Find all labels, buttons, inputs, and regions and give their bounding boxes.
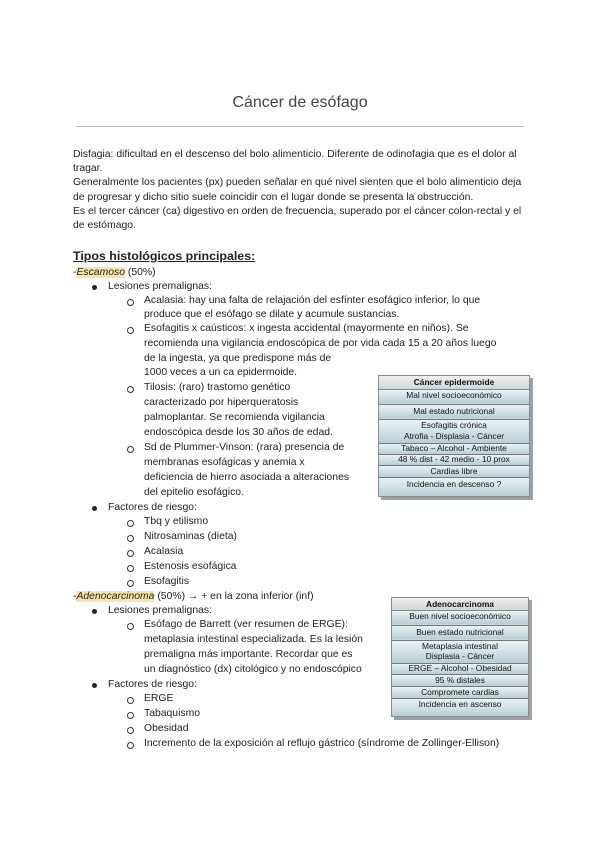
factor-item: Tabaquismo <box>144 708 201 719</box>
table-row: Mal estado nutricional <box>413 406 495 416</box>
table-row: 95 % distales <box>435 675 485 685</box>
factor-item: Acalasia <box>144 546 184 557</box>
table-row: Compromete cardias <box>421 687 499 697</box>
lesion-item: membranas esofágicas y anemia x <box>144 457 305 468</box>
type-pct: (50%) → + en la zona inferior (inf) <box>154 591 314 602</box>
circle-bullet-icon <box>127 327 134 334</box>
lesion-item: Esófago de Barrett (ver resumen de ERGE): <box>144 619 348 630</box>
lesion-item: endoscópica desde los 30 años de edad. <box>144 427 333 438</box>
factor-item: Estenosis esofágica <box>144 561 237 572</box>
circle-bullet-icon <box>127 565 134 572</box>
lesion-item: Acalasia: hay una falta de relajación del esfínter esofágico inferior, lo que <box>144 295 481 306</box>
table-header: Adenocarcinoma <box>392 598 528 611</box>
section-heading: Tipos histológicos principales: <box>73 249 256 263</box>
table-row: Atrofia - Displasia - Cáncer <box>403 431 505 441</box>
factor-item: Nitrosaminas (dieta) <box>144 531 237 542</box>
lesiones-label: Lesiones premalignas: <box>108 281 212 292</box>
table-row: Incidencia en ascenso <box>418 699 502 709</box>
lesion-item: recomienda una vigilancia endoscópica de por vida cada 15 a 20 años luego <box>144 338 497 349</box>
circle-bullet-icon <box>127 697 134 704</box>
lesion-item: del epitelio esofágico. <box>144 487 244 498</box>
lesion-item: produce que el esófago se dilate y acumule sustancias. <box>144 309 400 320</box>
title-divider <box>76 126 524 127</box>
circle-bullet-icon <box>127 520 134 527</box>
intro-paragraph: Generalmente los pacientes (px) pueden señalar en qué nivel sienten que el bolo alimenticio deja de progresar y dicho sitio suele coincidir con el lugar donde se presenta la obstrucción. <box>73 177 522 203</box>
circle-bullet-icon <box>127 727 134 734</box>
bullet-icon <box>92 506 97 511</box>
circle-bullet-icon <box>127 580 134 587</box>
type-dash: - <box>73 591 77 602</box>
lesion-item: un diagnóstico (dx) citológico y no endoscópico <box>144 664 362 675</box>
type-name: Escamoso <box>76 267 125 278</box>
table-row: Incidencia en descenso ? <box>406 479 502 489</box>
table-row: ERGE – Alcohol - Obesidad <box>408 663 512 673</box>
factor-item: ERGE <box>144 693 174 704</box>
table-row: Buen nivel socioeconómico <box>409 611 511 621</box>
circle-bullet-icon <box>127 623 134 630</box>
table-row: Cardias libre <box>430 466 478 476</box>
intro-text <box>73 148 533 233</box>
bullet-icon <box>92 609 97 614</box>
lesion-item: metaplasia intestinal especializada. Es la lesión <box>144 634 363 645</box>
table-adenocarcinoma <box>391 597 529 717</box>
lesion-item: caracterizado por hiperqueratosis <box>144 397 299 408</box>
lesion-item: premaligna más importante. Recordar que es <box>144 649 353 660</box>
table-epidermoide <box>378 375 530 497</box>
page-title: Cáncer de esófago <box>232 94 368 111</box>
factor-item: Tbq y etilismo <box>144 516 209 527</box>
type-dash: - <box>73 267 77 278</box>
factor-item: Incremento de la exposición al reflujo gástrico (síndrome de Zollinger-Ellison) <box>144 738 500 749</box>
factor-item: Esofagitis <box>144 576 190 587</box>
circle-bullet-icon <box>127 742 134 749</box>
type-escamoso <box>73 266 156 280</box>
table-header: Cáncer epidermoide <box>379 376 529 390</box>
bullet-icon <box>92 285 97 290</box>
table-row: 48 % dist - 42 medio - 10 prox <box>398 454 510 464</box>
circle-bullet-icon <box>127 446 134 453</box>
circle-bullet-icon <box>127 386 134 393</box>
factor-item: Obesidad <box>144 723 189 734</box>
intro-paragraph: Es el tercer cáncer (ca) digestivo en orden de frecuencia, superado por el cáncer colon-rectal y el de estómago. <box>73 205 522 232</box>
circle-bullet-icon <box>127 550 134 557</box>
type-adenocarcinoma <box>73 590 314 604</box>
bullet-icon <box>92 683 97 688</box>
lesion-item: palmoplantar. Se recomienda vigilancia <box>144 412 325 423</box>
table-row: Displasia - Cáncer <box>425 651 495 661</box>
lesion-item: Sd de Plummer-Vinson: (rara) presencia de <box>144 442 345 453</box>
table-row: Metaplasia intestinal <box>422 641 498 651</box>
circle-bullet-icon <box>127 712 134 719</box>
intro-paragraph: Disfagia: dificultad en el descenso del bolo alimenticio. Diferente de odinofagia que es el dolor al tragar. <box>73 149 517 175</box>
lesion-item: Esofagitis x caústicos: x ingesta accidental (mayormente en niños). Se <box>144 323 469 334</box>
table-row: Mal nivel socioeconómico <box>406 390 502 400</box>
circle-bullet-icon <box>127 299 134 306</box>
type-name: Adenocarcinoma <box>76 591 155 602</box>
lesion-item: de la ingesta, ya que predispone más de <box>144 353 332 364</box>
lesion-item: Tilosis: (raro) trastorno genético <box>144 382 291 393</box>
table-row: Buen estado nutricional <box>416 627 504 637</box>
lesion-item: 1000 veces a un ca epidermoide. <box>144 367 298 378</box>
type-pct: (50%) <box>124 267 156 278</box>
lesiones-label: Lesiones premalignas: <box>108 605 212 616</box>
factores-label: Factores de riesgo: <box>108 679 197 690</box>
table-row: Tabaco – Alcohol - Ambiente <box>401 443 507 453</box>
table-row: Esofagitis crónica <box>421 420 487 430</box>
lesion-item: deficiencia de hierro asociada a alteraciones <box>144 472 350 483</box>
factores-label: Factores de riesgo: <box>108 502 197 513</box>
circle-bullet-icon <box>127 535 134 542</box>
